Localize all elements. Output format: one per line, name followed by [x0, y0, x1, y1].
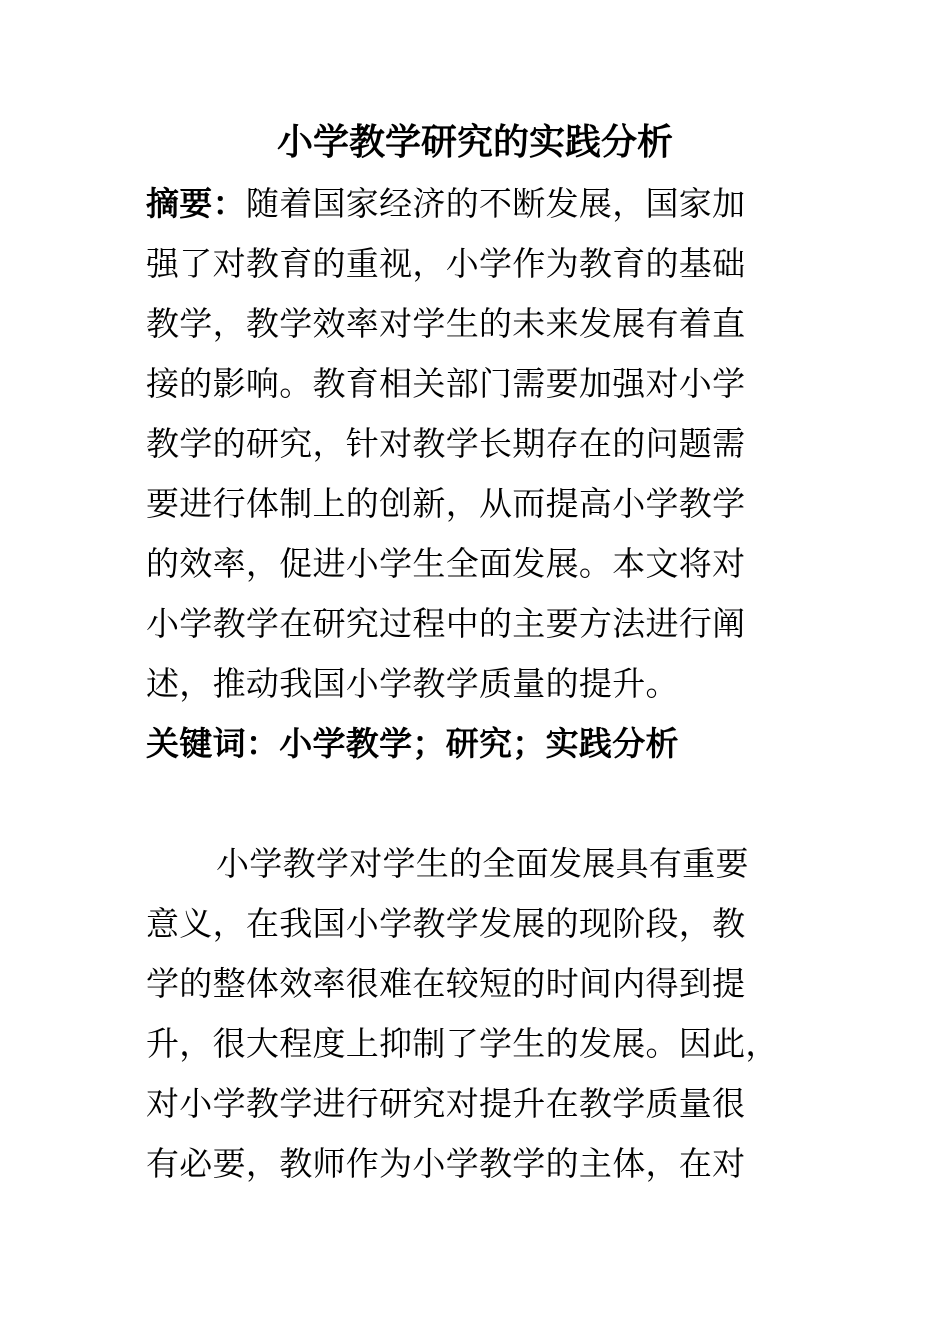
abstract-label: 摘要： — [146, 184, 246, 223]
abstract-line-4: 接的影响。教育相关部门需要加强对小学 — [146, 364, 746, 403]
body-line-2: 意义，在我国小学教学发展的现阶段，教 — [146, 904, 746, 943]
abstract-line-7: 的效率，促进小学生全面发展。本文将对 — [146, 544, 746, 583]
abstract-line-8: 小学教学在研究过程中的主要方法进行阐 — [146, 604, 746, 643]
document-title: 小学教学研究的实践分析 — [276, 121, 673, 163]
abstract-line-2: 强了对教育的重视，小学作为教育的基础 — [146, 244, 746, 283]
abstract-line-6: 要进行体制上的创新，从而提高小学教学 — [146, 484, 746, 523]
body-line-4: 升，很大程度上抑制了学生的发展。因此， — [146, 1024, 779, 1063]
body-line-3: 学的整体效率很难在较短的时间内得到提 — [146, 964, 746, 1003]
body-line-5: 对小学教学进行研究对提升在教学质量很 — [146, 1084, 746, 1123]
keywords: 关键词：小学教学；研究；实践分析 — [146, 724, 679, 763]
body-line-6: 有必要，教师作为小学教学的主体，在对 — [146, 1144, 746, 1183]
body-line-1: 小学教学对学生的全面发展具有重要 — [216, 844, 749, 883]
abstract-text: 随着国家经济的不断发展，国家加 — [245, 184, 746, 223]
abstract-line-9: 述，推动我国小学教学质量的提升。 — [146, 664, 679, 703]
abstract-line-3: 教学，教学效率对学生的未来发展有着直 — [146, 304, 746, 343]
abstract-line-1 — [146, 182, 745, 226]
abstract-line-5: 教学的研究，针对教学长期存在的问题需 — [146, 424, 746, 463]
